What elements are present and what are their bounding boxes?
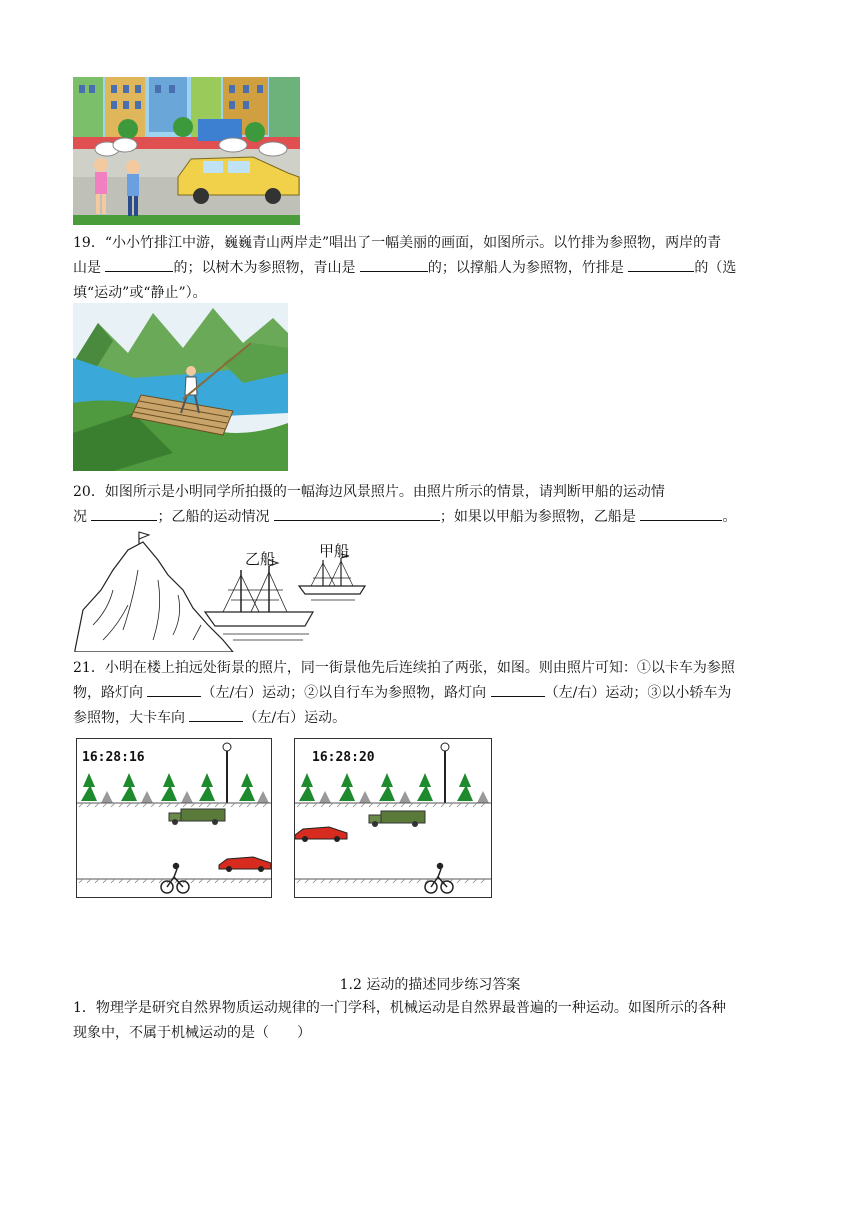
question-text: 的；以撑船人为参照物，竹排是 bbox=[427, 260, 624, 276]
answer-blank[interactable] bbox=[640, 506, 722, 521]
question-text: 参照物，大卡车向 bbox=[73, 710, 185, 726]
question-21-line-2 bbox=[73, 681, 788, 706]
street-photo-1 bbox=[76, 738, 272, 898]
car-icon bbox=[295, 827, 347, 842]
answer-blank[interactable] bbox=[360, 257, 428, 272]
question-21-line-1 bbox=[73, 656, 788, 681]
bicycle-icon bbox=[161, 864, 189, 894]
ship-jia-label: 甲船 bbox=[319, 542, 350, 560]
answer-blank[interactable] bbox=[189, 707, 243, 722]
street-scene-figure bbox=[73, 77, 300, 225]
answer-blank[interactable] bbox=[105, 257, 173, 272]
answer-blank[interactable] bbox=[628, 257, 694, 272]
bicycle-icon bbox=[425, 864, 453, 894]
answer-blank[interactable] bbox=[91, 506, 157, 521]
question-text: ；乙船的运动情况 bbox=[157, 509, 270, 525]
question-text: 现象中，不属于机械运动的是（ ） bbox=[73, 1025, 311, 1041]
question-text: 物，路灯向 bbox=[73, 685, 143, 701]
bamboo-raft-figure bbox=[73, 303, 288, 471]
question-20-line-2 bbox=[73, 505, 788, 530]
question-text: ；如果以甲船为参照物，乙船是 bbox=[439, 509, 636, 525]
question-21-line-3 bbox=[73, 706, 788, 731]
truck-icon bbox=[369, 811, 425, 827]
timestamp: 16:28:16 bbox=[82, 750, 145, 765]
answer-blank[interactable] bbox=[491, 682, 545, 697]
question-19-line-2 bbox=[73, 256, 788, 281]
street-photo-2 bbox=[294, 738, 492, 898]
question-text: 如图所示是小明同学所拍摄的一幅海边风景照片。由照片所示的情景，请判断甲船的运动情 bbox=[104, 484, 665, 500]
answer-question-1 bbox=[73, 996, 788, 1046]
answers-section-title: 1.2 运动的描述同步练习答案 bbox=[339, 977, 521, 993]
question-19 bbox=[73, 231, 788, 306]
question-21 bbox=[73, 656, 788, 731]
question-text: 的（选 bbox=[694, 260, 737, 276]
question-text: 填“运动”或“静止”）。 bbox=[73, 285, 207, 301]
timestamp: 16:28:20 bbox=[312, 750, 375, 765]
question-1-line-1 bbox=[73, 996, 788, 1021]
question-19-line-1 bbox=[73, 231, 788, 256]
question-number: 1． bbox=[73, 1000, 96, 1016]
car-icon bbox=[219, 857, 271, 872]
truck-icon bbox=[169, 809, 225, 825]
question-text: 小明在楼上拍远处街景的照片，同一街景他先后连续拍了两张，如图。则由照片可知：①以卡车为参照 bbox=[104, 660, 735, 676]
question-20 bbox=[73, 480, 788, 530]
question-number: 21． bbox=[73, 660, 105, 676]
question-text: 。 bbox=[722, 509, 737, 525]
ship-yi-label: 乙船 bbox=[245, 550, 276, 568]
question-20-line-1 bbox=[73, 480, 788, 505]
question-number: 20． bbox=[73, 484, 105, 500]
question-text: （左/右）运动；③以小轿车为 bbox=[544, 685, 732, 701]
question-1-line-2 bbox=[73, 1021, 788, 1046]
question-text: 的；以树木为参照物，青山是 bbox=[173, 260, 356, 276]
question-number: 19． bbox=[73, 235, 105, 251]
tree-icon bbox=[299, 773, 489, 803]
answer-blank[interactable] bbox=[147, 682, 201, 697]
seaside-ships-figure bbox=[73, 530, 383, 652]
question-text: 山是 bbox=[73, 260, 101, 276]
question-text: （左/右）运动。 bbox=[243, 710, 347, 726]
answer-blank[interactable] bbox=[274, 506, 440, 521]
question-text: 物理学是研究自然界物质运动规律的一门学科，机械运动是自然界最普遍的一种运动。如图所示的各种 bbox=[95, 1000, 726, 1016]
question-text: 况 bbox=[73, 509, 87, 525]
question-text: （左/右）运动；②以自行车为参照物，路灯向 bbox=[201, 685, 487, 701]
question-text: “小小竹排江中游，巍巍青山两岸走”唱出了一幅美丽的画面，如图所示。以竹排为参照物，两岸的青 bbox=[104, 235, 722, 251]
tree-icon bbox=[81, 773, 269, 803]
